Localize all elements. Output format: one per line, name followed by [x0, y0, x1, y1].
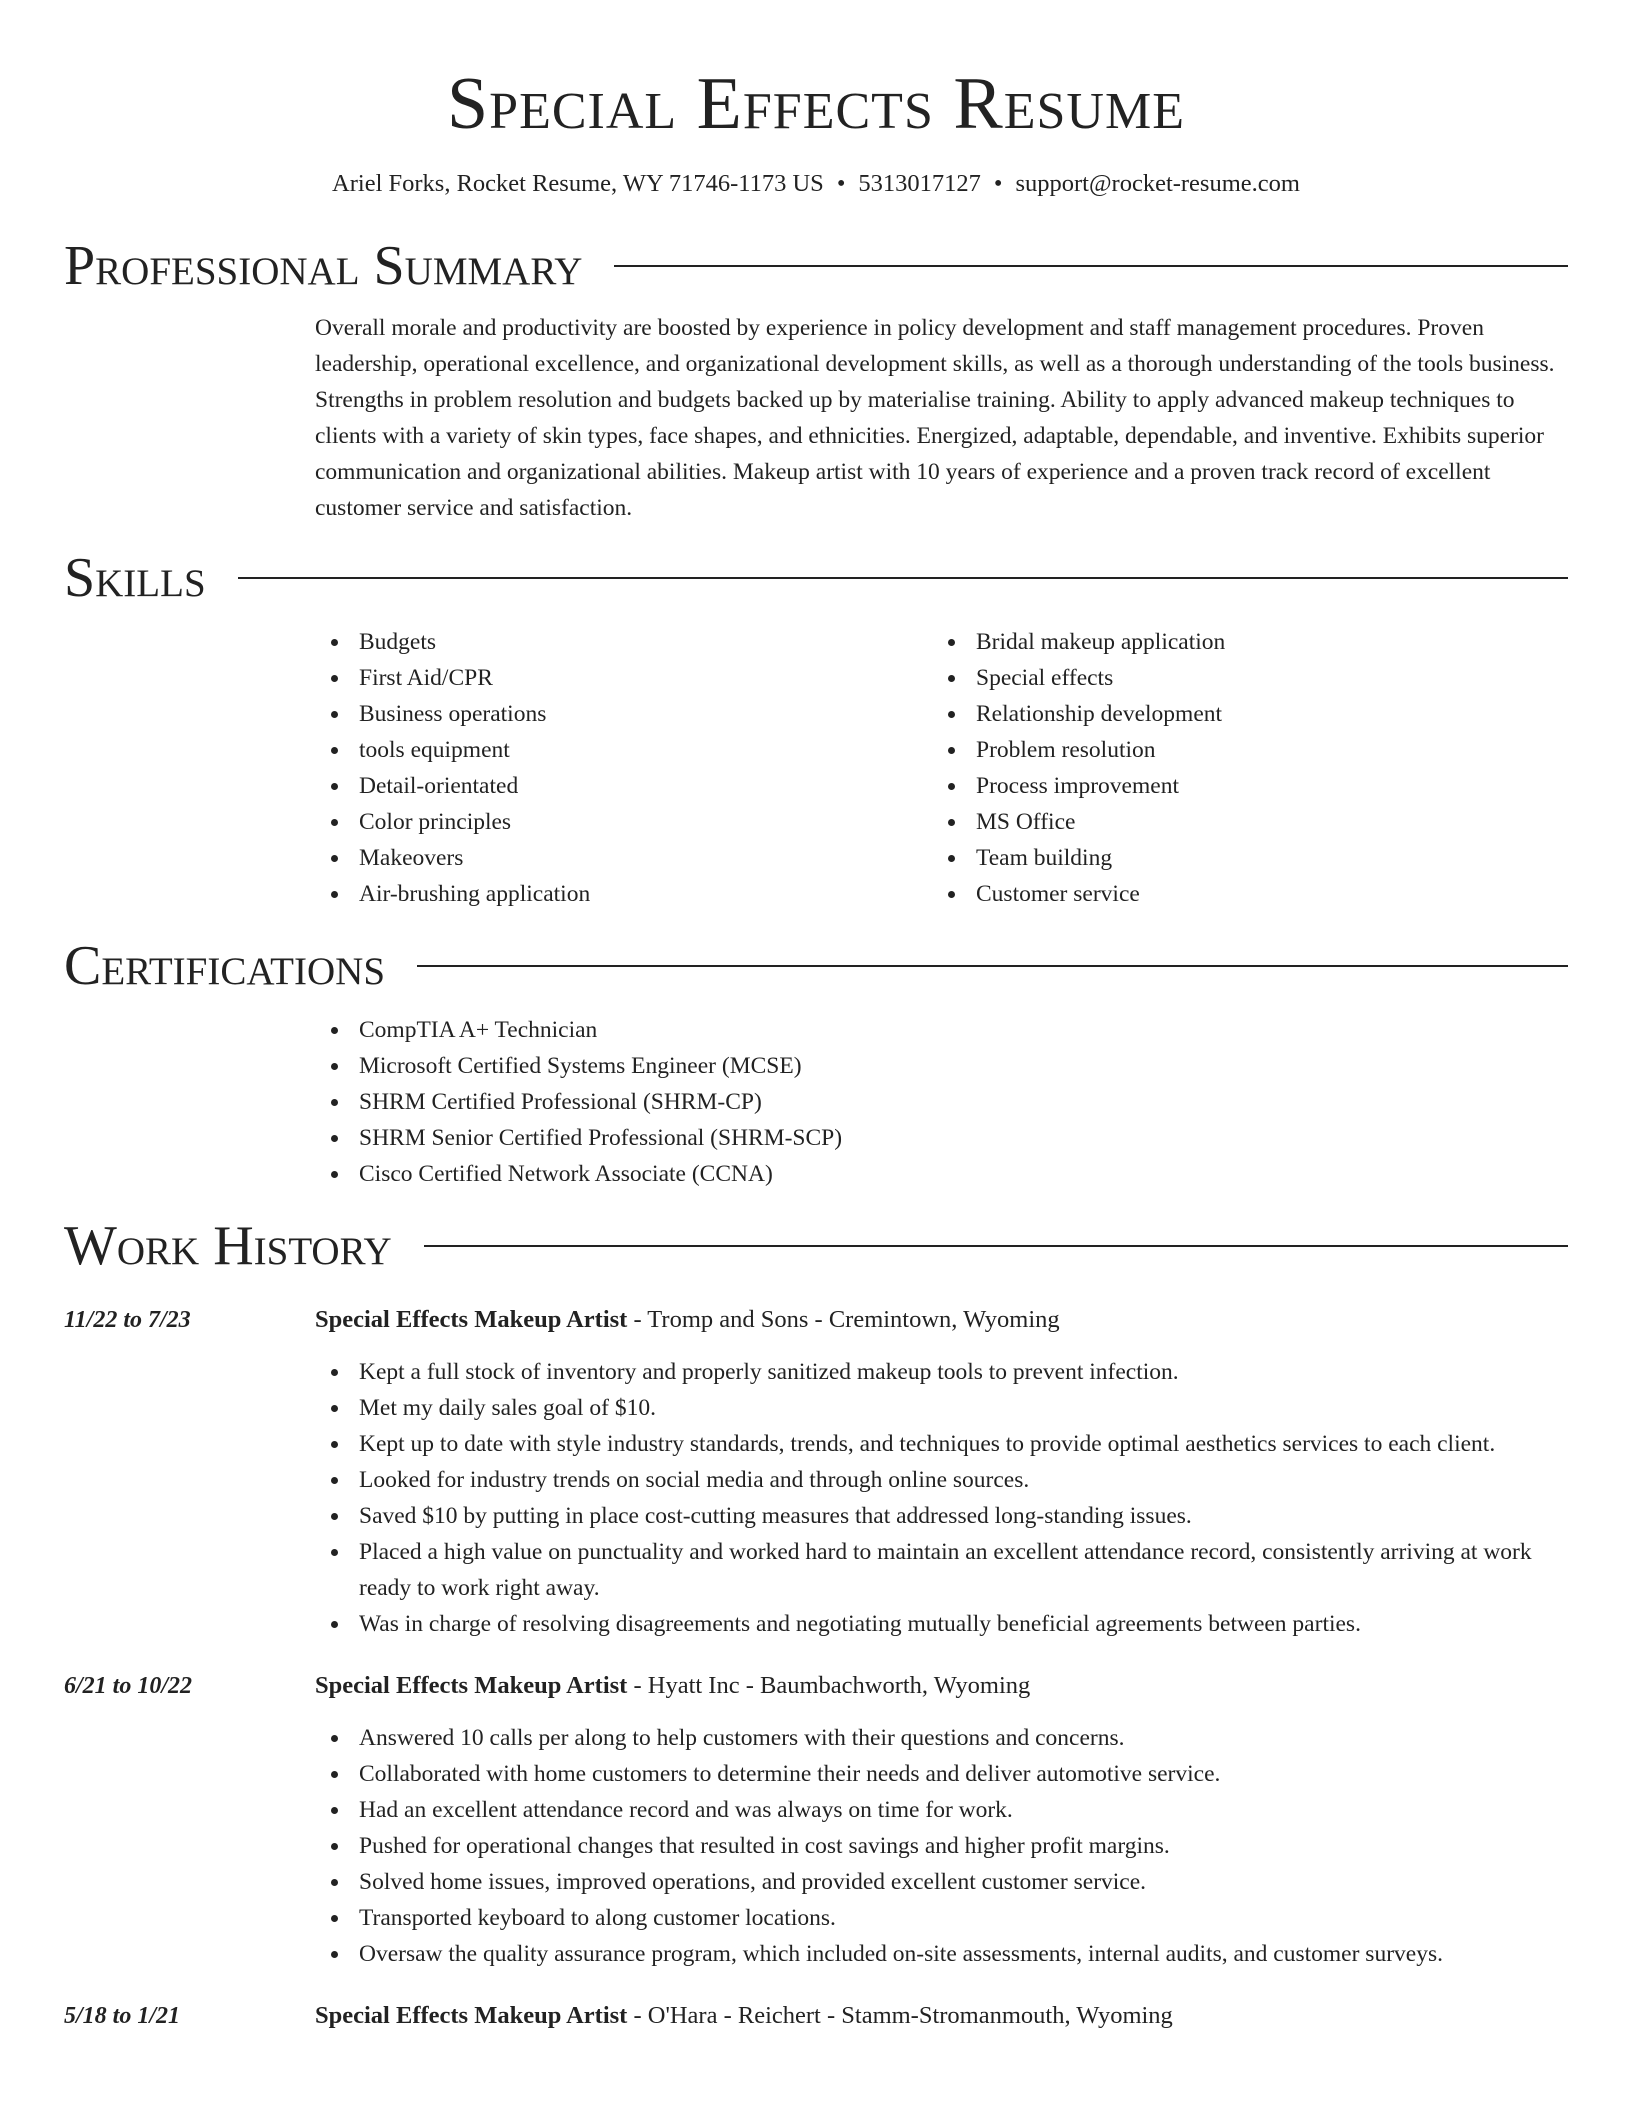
summary-text: Overall morale and productivity are boosted by experience in policy development and staff management procedures. Proven leadership, operational excellence, and organizational development skills, as well as a thorough understanding of the tools business. Strengths in problem resolution and budgets backed up by materialise training. Ability to apply advanced makeup techniques to clients with a variety of skin types, face shapes, and ethnicities. Energized, adaptable, dependable, and inventive. Exhibits superior communication and organizational abilities. Makeup artist with 10 years of experience and a proven track record of excellent customer service and satisfaction.	[315, 315, 1555, 521]
job-duty-item: Collaborated with home customers to determine their needs and deliver automotive service.	[315, 1756, 1568, 1792]
certification-item: SHRM Senior Certified Professional (SHRM-SCP)	[315, 1120, 1568, 1156]
job-dates: 6/21 to 10/22	[64, 1673, 193, 1699]
job-employer-location: - O'Hara - Reichert - Stamm-Stromanmouth, Wyoming	[627, 2002, 1173, 2029]
certification-item: Cisco Certified Network Associate (CCNA)	[315, 1156, 1568, 1192]
skill-item: Business operations	[315, 696, 932, 732]
skills-list-left	[315, 624, 932, 912]
skill-item: Color principles	[315, 804, 932, 840]
certifications-heading: Certifications	[64, 935, 386, 997]
job-duties	[64, 1708, 1568, 1972]
skill-item: Air-brushing application	[315, 876, 932, 912]
section-divider	[424, 1245, 1568, 1247]
skill-item: First Aid/CPR	[315, 660, 932, 696]
certification-item: CompTIA A+ Technician	[315, 1012, 1568, 1048]
work-history-header	[64, 1214, 1568, 1278]
job-dates: 5/18 to 1/21	[64, 2003, 181, 2029]
job-duty-item: Was in charge of resolving disagreements and negotiating mutually beneficial agreements between parties.	[315, 1606, 1568, 1642]
job-header	[64, 1668, 1568, 1708]
skill-item: Makeovers	[315, 840, 932, 876]
job-duty-item: Kept up to date with style industry standards, trends, and techniques to provide optimal aesthetics services to each client.	[315, 1426, 1568, 1462]
job-duty-item: Kept a full stock of inventory and properly sanitized makeup tools to prevent infection.	[315, 1354, 1568, 1390]
job-duty-item: Pushed for operational changes that resulted in cost savings and higher profit margins.	[315, 1828, 1568, 1864]
job-duty-item: Solved home issues, improved operations, and provided excellent customer service.	[315, 1864, 1568, 1900]
skill-item: Team building	[932, 840, 1549, 876]
job-header	[64, 1302, 1568, 1342]
skill-item: Bridal makeup application	[932, 624, 1549, 660]
certification-item: SHRM Certified Professional (SHRM-CP)	[315, 1084, 1568, 1120]
certification-item: Microsoft Certified Systems Engineer (MCSE)	[315, 1048, 1568, 1084]
job-title: Special Effects Makeup Artist	[315, 1306, 628, 1333]
job-duty-item: Saved $10 by putting in place cost-cutting measures that addressed long-standing issues.	[315, 1498, 1568, 1534]
skill-item: Relationship development	[932, 696, 1549, 732]
contact-line	[64, 168, 1568, 200]
job-employer-location: - Hyatt Inc - Baumbachworth, Wyoming	[627, 1672, 1031, 1699]
job-title: Special Effects Makeup Artist	[315, 1672, 628, 1699]
job-title-line	[315, 1998, 1173, 2034]
contact-email: support@rocket-resume.com	[1015, 170, 1300, 197]
skill-item: Detail-orientated	[315, 768, 932, 804]
job-duties	[64, 1342, 1568, 1642]
contact-separator: •	[836, 170, 846, 197]
work-history-heading: Work History	[64, 1215, 392, 1277]
job-duty-item: Met my daily sales goal of $10.	[315, 1390, 1568, 1426]
job-duty-item: Oversaw the quality assurance program, which included on-site assessments, internal audits, and customer surveys.	[315, 1936, 1568, 1972]
skill-item: Customer service	[932, 876, 1549, 912]
section-divider	[238, 577, 1568, 579]
certifications-body	[64, 998, 1568, 1192]
contact-phone: 5313017127	[858, 170, 981, 197]
job-employer-location: - Tromp and Sons - Cremintown, Wyoming	[627, 1306, 1060, 1333]
certifications-section	[64, 934, 1568, 1192]
summary-section	[64, 234, 1568, 526]
skills-header	[64, 546, 1568, 610]
job-duty-item: Answered 10 calls per along to help customers with their questions and concerns.	[315, 1720, 1568, 1756]
skills-list-right	[932, 624, 1549, 912]
contact-separator: •	[993, 170, 1003, 197]
work-history-section	[64, 1214, 1568, 2038]
job-duty-item: Had an excellent attendance record and was always on time for work.	[315, 1792, 1568, 1828]
job-entry	[64, 1998, 1568, 2038]
jobs-container	[64, 1302, 1568, 2038]
job-duty-item: Transported keyboard to along customer locations.	[315, 1900, 1568, 1936]
job-duty-item: Looked for industry trends on social media and through online sources.	[315, 1462, 1568, 1498]
skill-item: Problem resolution	[932, 732, 1549, 768]
summary-heading: Professional Summary	[64, 235, 583, 297]
resume-title: Special Effects Resume	[447, 63, 1185, 145]
contact-address: Ariel Forks, Rocket Resume, WY 71746-1173 US	[332, 170, 824, 197]
job-entry	[64, 1302, 1568, 1642]
job-header	[64, 1998, 1568, 2038]
skill-item: Process improvement	[932, 768, 1549, 804]
job-title-line	[315, 1668, 1030, 1704]
job-title: Special Effects Makeup Artist	[315, 2002, 628, 2029]
job-duties-list	[315, 1720, 1568, 1972]
section-divider	[417, 965, 1568, 967]
job-entry	[64, 1668, 1568, 1972]
summary-header	[64, 234, 1568, 298]
job-dates: 11/22 to 7/23	[64, 1307, 191, 1333]
skill-item: tools equipment	[315, 732, 932, 768]
certifications-header	[64, 934, 1568, 998]
skill-item: Budgets	[315, 624, 932, 660]
section-divider	[614, 265, 1568, 267]
job-duties-list	[315, 1354, 1568, 1642]
skills-section	[64, 546, 1568, 912]
skill-item: MS Office	[932, 804, 1549, 840]
certifications-list	[315, 1012, 1568, 1192]
skills-heading: Skills	[64, 547, 206, 609]
job-title-line	[315, 1302, 1060, 1338]
skill-item: Special effects	[932, 660, 1549, 696]
skills-body	[64, 610, 1568, 912]
job-duty-item: Placed a high value on punctuality and worked hard to maintain an excellent attendance record, consistently arriving at work ready to work right away.	[315, 1534, 1568, 1606]
